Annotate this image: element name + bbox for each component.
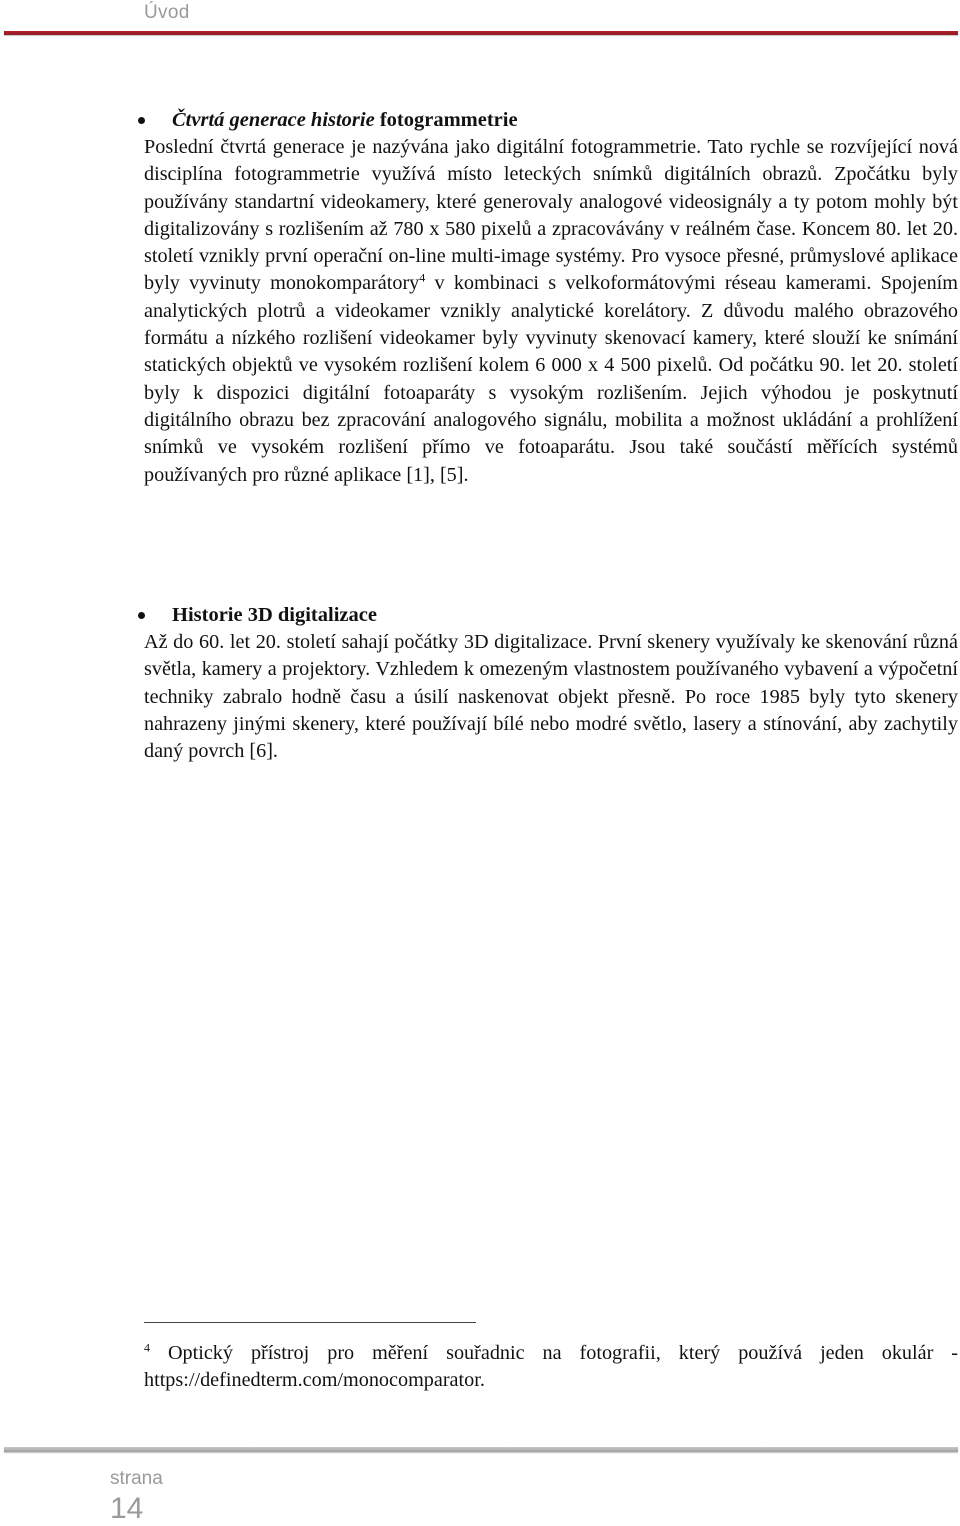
running-header: Úvod: [144, 2, 190, 23]
footnote-reference[interactable]: 4: [419, 270, 426, 285]
footer-rule: [4, 1447, 958, 1452]
heading-rest: fotogrammetrie: [374, 109, 518, 131]
footnote: [144, 1340, 958, 1395]
section-fourth-generation: [144, 107, 958, 489]
header-rule: [4, 31, 958, 35]
heading-italic: Čtvrtá generace historie: [172, 109, 375, 131]
footnote-text: Optický přístroj pro měření souřadnic na fotografii, který používá jeden okulár - https://definedterm.com/monocomparator.: [144, 1342, 958, 1392]
section-paragraph: [144, 134, 958, 489]
page-label: strana: [110, 1468, 163, 1489]
bullet-icon: [138, 117, 145, 124]
section-heading: [144, 602, 958, 629]
section-paragraph: Až do 60. let 20. století sahají počátky 3D digitalizace. První skenery využívaly ke skenování různá světla, kamery a projektory. Vzhledem k omezeným vlastnostem používaného vybavení a výpočetní techniky zabralo hodně času a úsilí naskenovat objekt přesně. Po roce 1985 byly tyto skenery nahrazeny jinými skenery, které používají bílé nebo modré světlo, lasery a stínování, aby zachytily daný povrch [6].: [144, 631, 958, 763]
section-3d-digitalization: [144, 602, 958, 765]
paragraph-part1: Poslední čtvrtá generace je nazývána jako digitální fotogrammetrie. Tato rychle se rozvíjející nová disciplína fotogrammetrie využívá místo leteckých snímků digitálních obrazů. Zpočátku byly používány standartní videokamery, které generovaly analogové videosignály a ty potom mohly být digitalizovány s rozlišením až 780 x 580 pixelů a zpracovávány v reálném čase. Koncem 80. let 20. století vznikly první operační on-line multi-image systémy. Pro vysoce přesné, průmyslové aplikace byly vyvinuty monokomparátory: [144, 136, 958, 295]
heading-text: Historie 3D digitalizace: [172, 604, 377, 626]
footnote-number: 4: [144, 1340, 150, 1355]
paragraph-part2: v kombinaci s velkoformátovými réseau kamerami. Spojením analytických plotrů a videokamer vznikly analytické korelátory. Z důvodu malého obrazového formátu a nízkého rozlišení videokamer byly vyvinuty skenovací kamery, které slouží ke snímání statických objektů ve vysokém rozlišení kolem 6 000 x 4 500 pixelů. Od počátku 90. let 20. století byly k dispozici digitální fotoaparáty s vysokým rozlišením. Jejich výhodou je poskytnutí digitálního obrazu bez zpracování analogového signálu, mobilita a možnost ukládání a prohlížení snímků ve vysokém rozlišení přímo ve fotoaparátu. Jsou také součástí měřících systémů používaných pro různé aplikace [1], [5].: [144, 272, 958, 486]
footnote-separator: [144, 1322, 476, 1323]
page-number: 14: [110, 1492, 144, 1525]
bullet-icon: [138, 612, 145, 619]
section-heading: [144, 107, 958, 134]
